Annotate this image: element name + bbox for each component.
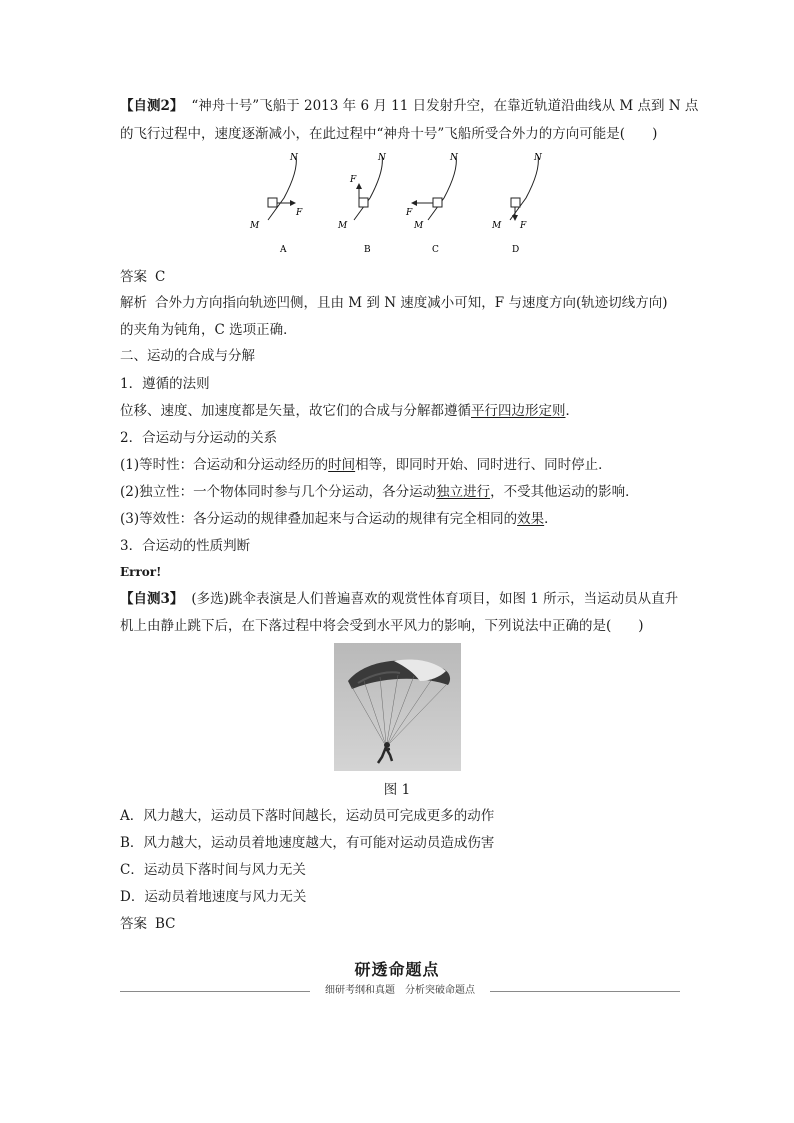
- q3-tag: 【自测3】: [120, 591, 184, 607]
- q2-analysis-line1: [120, 293, 668, 313]
- q2-tag: 【自测2】: [120, 98, 184, 114]
- q2-line2: 的飞行过程中，速度逐渐减小，在此过程中“神舟十号”飞船所受合外力的方向可能是( ): [120, 126, 658, 142]
- error-text: Error!: [120, 565, 162, 579]
- q2-answer: [120, 267, 165, 287]
- fig-c-f: F: [406, 208, 413, 218]
- parachute-photo: [334, 643, 461, 771]
- section-title: 研透命题点: [354, 960, 440, 979]
- q2-analysis-text1: 合外力方向指向轨迹凹侧，且由 M 到 N 速度减小可知，F 与速度方向(轨迹切线方向): [155, 295, 668, 311]
- q3-answer-label: 答案: [120, 916, 147, 932]
- fig-a-label: A: [280, 245, 287, 255]
- q2-stem-1: “神舟十号”飞船于 2013 年 6 月 11 日发射升空，在靠近轨道沿曲线从 M 点到 N 点: [191, 98, 699, 114]
- fig-b-label: B: [364, 245, 371, 255]
- q2-answer-label: 答案: [120, 269, 147, 285]
- fig-c-label: C: [432, 245, 439, 255]
- p1-a: (1)等时性：合运动和分运动经历的: [120, 457, 329, 473]
- q3-line1: [120, 589, 678, 609]
- q3-option-a: A．风力越大，运动员下落时间越长，运动员可完成更多的动作: [120, 808, 495, 824]
- p2-b: ，不受其他运动的影响．: [490, 484, 639, 500]
- p2-underlined: 独立进行: [436, 484, 491, 500]
- fig-d-label: D: [512, 245, 520, 255]
- q3-answer: [120, 914, 176, 934]
- s1-text-b: ．: [565, 403, 579, 419]
- q3-line2: 机上由静止跳下后，在下落过程中将会受到水平风力的影响，下列说法中正确的是( ): [120, 618, 644, 634]
- fig-c-n: N: [450, 153, 458, 163]
- q2-line1: [120, 96, 698, 116]
- section2-s1-text: [120, 401, 579, 421]
- section2-heading: 二、运动的合成与分解: [120, 348, 255, 364]
- p1-b: 相等，即同时开始、同时进行、同时停止．: [355, 457, 612, 473]
- section-subtitle: 细研考纲和真题 分析突破命题点: [325, 985, 475, 996]
- fig-b-m: M: [338, 221, 348, 231]
- q3-stem-1: (多选)跳伞表演是人们普遍喜欢的观赏性体育项目，如图 1 所示，当运动员从直升: [191, 591, 679, 607]
- fig-b-n: N: [378, 153, 386, 163]
- q2-analysis-label: 解析: [120, 295, 147, 311]
- fig-a-m: M: [250, 221, 260, 231]
- fig-d-f: F: [520, 221, 527, 231]
- section-subtitle-bar: [120, 984, 680, 998]
- fig-d-m: M: [492, 221, 502, 231]
- q2-figures: [240, 148, 570, 264]
- section2-p2: [120, 482, 639, 502]
- figure-1-caption: 图 1: [383, 782, 411, 798]
- fig-a-f: F: [296, 208, 303, 218]
- section2-p3: [120, 509, 558, 529]
- p3-b: ．: [544, 511, 558, 527]
- fig-c-m: M: [414, 221, 424, 231]
- fig-a-n: N: [290, 153, 298, 163]
- figure-d: [491, 153, 543, 255]
- figure-a: [249, 153, 303, 255]
- figure-c: [405, 153, 459, 255]
- section2-s1-title: 1．遵循的法则: [120, 376, 210, 392]
- q3-option-d: D．运动员着地速度与风力无关: [120, 889, 307, 905]
- q3-option-b: B．风力越大，运动员着地速度越大，有可能对运动员造成伤害: [120, 835, 495, 851]
- p2-a: (2)独立性：一个物体同时参与几个分运动，各分运动: [120, 484, 437, 500]
- q3-answer-value: BC: [155, 916, 176, 932]
- p1-underlined: 时间: [328, 457, 356, 473]
- q3-option-c: C．运动员下落时间与风力无关: [120, 862, 306, 878]
- p3-underlined: 效果: [517, 511, 545, 527]
- s1-text-a: 位移、速度、加速度都是矢量，故它们的合成与分解都遵循: [120, 403, 471, 419]
- p3-a: (3)等效性：各分运动的规律叠加起来与合运动的规律有完全相同的: [120, 511, 518, 527]
- fig-d-n: N: [534, 153, 542, 163]
- q2-analysis-line2: 的夹角为钝角，C 选项正确．: [120, 322, 297, 338]
- s1-text-underlined: 平行四边形定则: [471, 403, 566, 419]
- section2-s3-title: 3．合运动的性质判断: [120, 538, 251, 554]
- figure-b: [337, 153, 387, 255]
- q2-figures-svg: [240, 148, 570, 260]
- section2-p1: [120, 455, 612, 475]
- q2-answer-value: C: [155, 269, 166, 285]
- fig-b-f: F: [350, 175, 357, 185]
- section2-s2-title: 2．合运动与分运动的关系: [120, 430, 278, 446]
